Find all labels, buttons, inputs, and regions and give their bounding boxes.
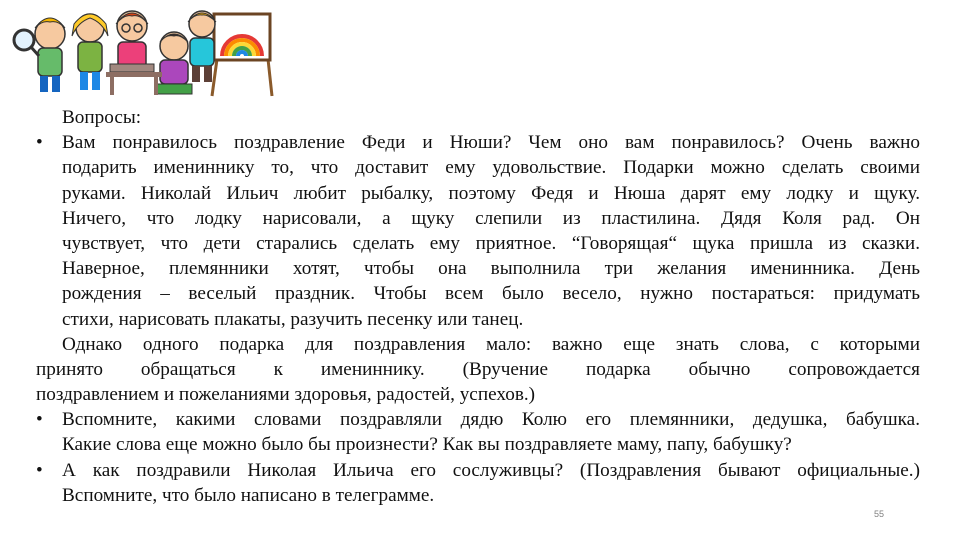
text-line: Вспомните, какими словами поздравляли дядю Колю его племянники, дедушка, бабушка. [62,409,920,431]
bullet-icon: • [36,459,43,481]
bullet-icon: • [36,409,43,431]
text-line: Какие слова еще можно было бы произнести? Как вы поздравляете маму, папу, бабушку? [62,434,792,456]
child-glasses-icon [110,11,154,72]
child-boy-icon [156,32,192,94]
text-line: Наверное, племянники хотят, чтобы она выполнила три желания именинника. День [62,258,920,280]
explanation-paragraph [36,332,920,408]
easel-rainbow-icon [212,14,272,96]
question-3-item [36,458,920,508]
text-line: Вам понравилось поздравление Феди и Нюши? Чем оно вам понравилось? Очень важно [62,132,920,154]
text-line: Ничего, что лодку нарисовали, а щуку слепили из пластилина. Дядя Коля рад. Он [62,207,920,229]
table-icon [106,72,162,77]
text-line: рождения – веселый праздник. Чтобы всем было весело, нужно постараться: придумать [62,283,920,305]
slide-text [36,105,920,508]
child-magnifier-icon [14,18,65,92]
text-line: стихи, нарисовать плакаты, разучить песенку или танец. [62,308,524,330]
text-line: принято обращаться к имениннику. (Вручение подарка обычно сопровождается [36,358,920,380]
text-line: Вспомните, что было написано в телеграмме. [62,484,435,506]
children-clipart-logo [6,2,274,98]
text-line: поздравлением и пожеланиями здоровья, радостей, успехов.) [36,384,536,406]
question-2-item [36,407,920,457]
text-line: руками. Николай Ильич любит рыбалку, поэтому Федя и Нюша дарят ему лодку и щуку. [62,182,920,204]
bullet-icon: • [36,132,43,154]
child-painter-icon [188,11,216,82]
child-girl-icon [72,14,108,90]
text-line: Однако одного подарка для поздравления мало: важно еще знать слова, с которыми [62,333,920,355]
page-number: 55 [874,509,885,519]
text-line: А как поздравили Николая Ильича его сослуживцы? (Поздравления бывают официальные.) [62,459,920,481]
questions-heading: Вопросы: [62,107,142,128]
text-line: чувствует, что дети старались сделать ему приятное. “Говорящая“ щука пришла из сказки. [62,232,920,254]
text-line: подарить имениннику то, что доставит ему удовольствие. Подарки можно сделать своими [62,157,920,179]
question-1-item [36,130,920,332]
